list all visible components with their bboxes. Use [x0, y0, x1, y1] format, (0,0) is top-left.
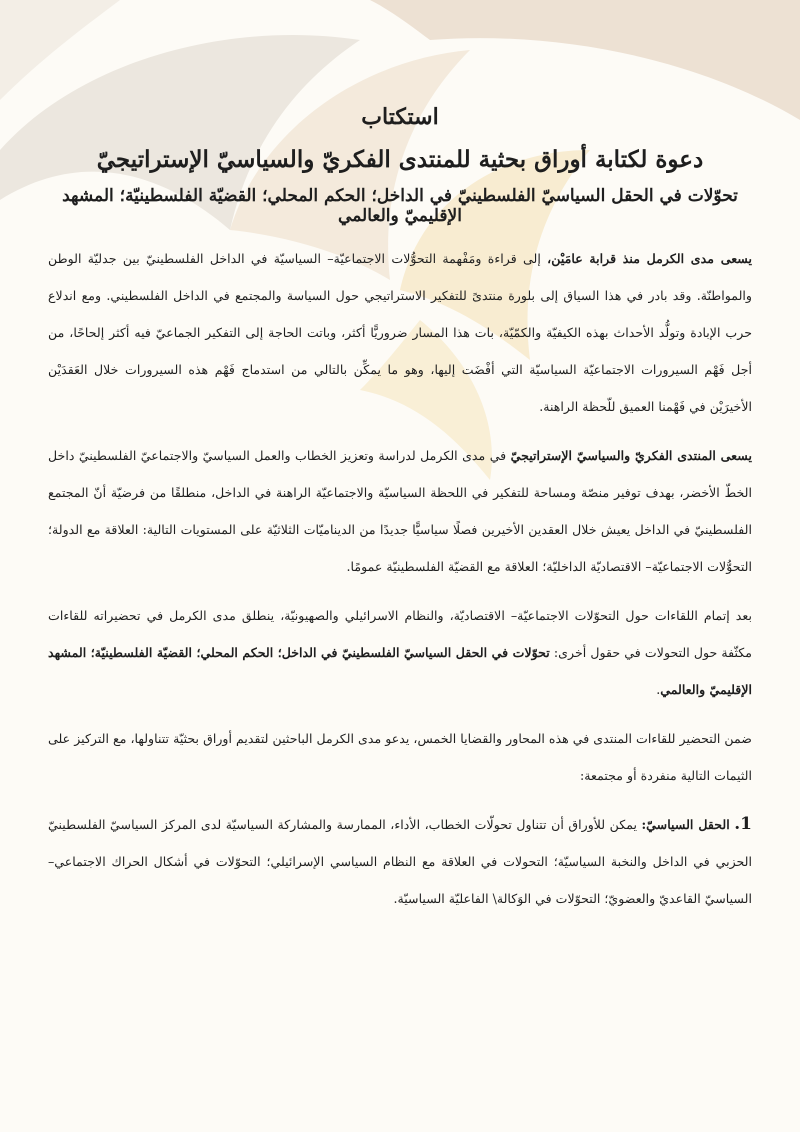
document-label: استكتاب: [361, 104, 439, 130]
paragraph-text: إلى قراءة ومَفْهمة التحوُّلات الاجتماعيّة– السياسيّة في الداخل الفلسطينيّ بين جدليّة الوطن والمواطنّة. وقد بادر في هذا السياق إلى بلورة منتدىً للتفكير الاستراتيجي حول السياسة والمجتمع في الداخل الفلسطيني. ومع اندلاع حرب الإبادة وتولُّد الأحداث بهذه الكيفيّة والكمّيّة، بات هذا المسار ضروريًّا أكثر، وباتت الحاجة إلى التفكير الجماعيّ فيه أكثر إلحاحًا، من أجل فَهْم السيرورات الاجتماعيّة السياسيّة التي أفْضَت إليها، وهو ما يمكِّن بالتالي من استدماج فَهْم هذه السيرورات خلال العَقدَيْن الأخيرَيْن في فَهْمنا العميق للّحظة الراهنة.: [48, 251, 752, 414]
document-body: [48, 240, 752, 917]
theme-item: [48, 806, 752, 917]
document-subtitle: تحوّلات في الحقل السياسيّ الفلسطينيّ في الداخل؛ الحكم المحلي؛ القضيّة الفلسطينيّة؛ المشهد الإقليميّ والعالمي: [62, 186, 738, 226]
theme-number: 1.: [734, 814, 752, 834]
paragraph-intro: [48, 240, 752, 425]
theme-text: يمكن للأوراق أن تتناول تحولّات الخطاب، الأداء، الممارسة والمشاركة السياسيّة لدى المركز السياسيّ الفلسطينيّ الحزبي في الداخل والنخبة السياسيّة؛ التحولات في العلاقة مع النظام السياسي الإسرائيلي؛ التحوّلات في أشكال الحراك الاجتماعي– السياسيّ القاعديّ والعضويّ؛ التحوّلات في الوَكالة\ الفاعليّة السياسيّة.: [48, 817, 752, 906]
paragraph-lead: يسعى المنتدى الفكريّ والسياسيّ الإستراتيجيّ: [510, 448, 752, 463]
document-title: دعوة لكتابة أوراق بحثية للمنتدى الفكريّ والسياسيّ الإستراتيجيّ: [96, 146, 704, 173]
paragraph-bold-tail: تحوّلات في الحقل السياسيّ الفلسطينيّ في الداخل؛ الحكم المحلي؛ القضيّة الفلسطينيّة؛ المشهد الإقليميّ والعالمي: [48, 645, 752, 697]
paragraph-call: [48, 720, 752, 794]
paragraph-lead: يسعى مدى الكرمل منذ قرابة عامَيْن،: [547, 251, 753, 266]
paragraph-text: بعد إتمام اللقاءات حول التحوّلات الاجتماعيّة– الاقتصاديّة، والنظام الاسرائيلي والصهيونيّة، ينطلق مدى الكرمل في تحضيراته للقاءات مكثّفة حول التحولات في حقول أخرى:: [48, 608, 752, 660]
paragraph-text: في مدى الكرمل لدراسة وتعزيز الخطاب والعمل السياسيّ والاجتماعيّ الفلسطينيّ داخل الخطّ الأخضر، بهدف توفير منصّة ومساحة للتفكير في اللحظة السياسيّة والاجتماعيّة الراهنة في الداخل، منطلقًا من فرضيّة أنّ المجتمع الفلسطينيّ في الداخل يعيش خلال العقدين الأخيرين فصلًا سياسيًّا جديدًا من الديناميّات الثلاثيّة على المستويات التالية: العلاقة مع الدولة؛ التحوُّلات الاجتماعيّة– الاقتصاديّة الداخليّة؛ العلاقة مع القضيّة الفلسطينيّة عمومًا.: [48, 448, 752, 574]
paragraph-text: ضمن التحضير للقاءات المنتدى في هذه المحاور والقضايا الخمس، يدعو مدى الكرمل الباحثين لتقديم أوراق بحثيّة تتناولها، مع التركيز على الثيمات التالية منفردة أو مجتمعة:: [48, 731, 752, 783]
paragraph-meetings: [48, 597, 752, 708]
theme-title: الحقل السياسيّ:: [641, 817, 730, 832]
paragraph-forum: [48, 437, 752, 585]
paragraph-end: .: [656, 682, 661, 697]
